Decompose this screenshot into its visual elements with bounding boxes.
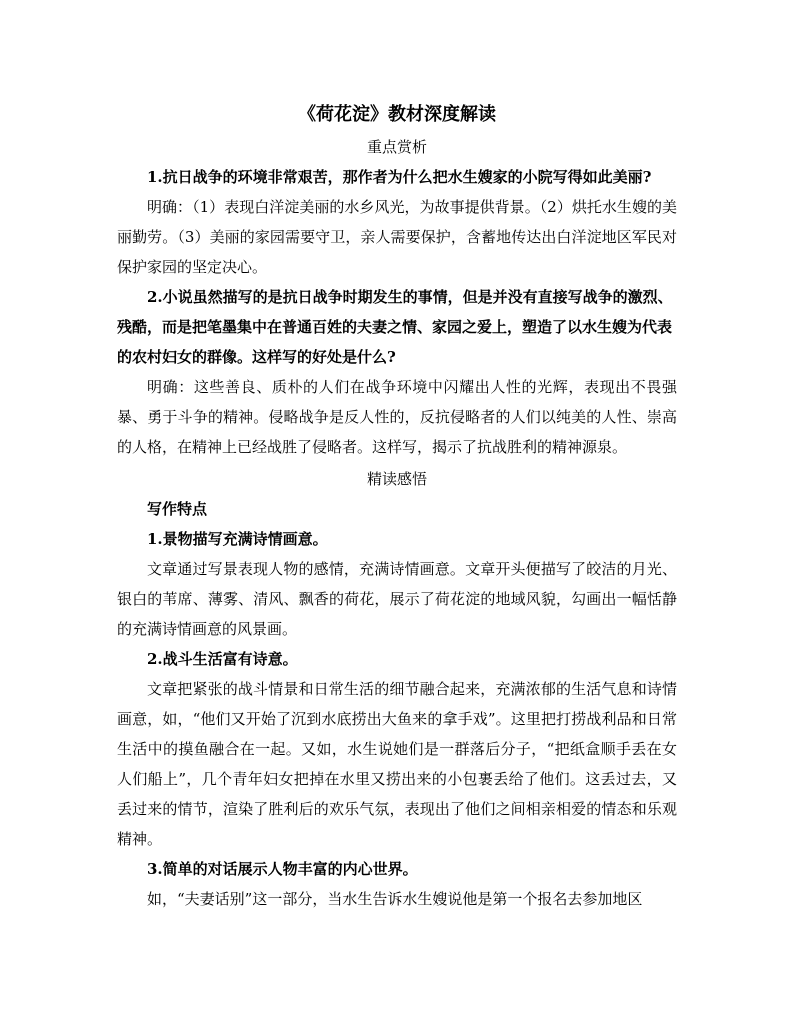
question-2: 2.小说虽然描写的是抗日战争时期发生的事情，但是并没有直接写战争的激烈、残酷，而是把笔墨集中在普通百姓的夫妻之情、家园之爱上，塑造了以水生嫂为代表的农村妇女的群像。这样写的好处是什么? bbox=[117, 288, 673, 366]
feature-1-body: 文章通过写景表现人物的感情，充满诗情画意。文章开头便描写了皎洁的月光、银白的苇席、薄雾、清风、飘香的荷花，展示了荷花淀的地域风貌，勾画出一幅恬静的充满诗情画意的风景画。 bbox=[117, 560, 677, 638]
subheading-writing-features: 写作特点 bbox=[147, 500, 208, 518]
answer-2: 明确：这些善良、质朴的人们在战争环境中闪耀出人性的光辉，表现出不畏强暴、勇于斗争的精神。侵略战争是反人性的，反抗侵略者的人们以纯美的人性、崇高的人格，在精神上已经战胜了侵略者。这样写，揭示了抗战胜利的精神源泉。 bbox=[117, 378, 677, 456]
section-heading-key-analysis: 重点赏析 bbox=[366, 138, 427, 156]
feature-3-body: 如，“夫妻话别”这一部分，当水生告诉水生嫂说他是第一个报名去参加地区 bbox=[147, 890, 643, 908]
answer-1: 明确：（1）表现白洋淀美丽的水乡风光，为故事提供背景。（2）烘托水生嫂的美丽勤劳。（3）美丽的家园需要守卫，亲人需要保护，含蓄地传达出白洋淀地区军民对保护家园的坚定决心。 bbox=[117, 198, 677, 276]
feature-2-title: 2.战斗生活富有诗意。 bbox=[147, 650, 298, 668]
feature-3-title: 3.简单的对话展示人物丰富的内心世界。 bbox=[147, 860, 418, 878]
feature-2-body: 文章把紧张的战斗情景和日常生活的细节融合起来，充满浓郁的生活气息和诗情画意，如，“他们又开始了沉到水底捞出大鱼来的拿手戏”。这里把打捞战利品和日常生活中的摸鱼融合在一起。又如，水生说她们是一群落后分子，“把纸盒顺手丢在女人们船上”，几个青年妇女把掉在水里又捞出来的小包裹丢给了他们。这丢过去，又丢过来的情节，渲染了胜利后的欢乐气氛，表现出了他们之间相亲相爱的情态和乐观精神。 bbox=[117, 680, 677, 848]
document-title: 《荷花淀》教材深度解读 bbox=[298, 104, 496, 125]
document-page bbox=[117, 100, 677, 914]
section-heading-close-reading: 精读感悟 bbox=[366, 470, 427, 488]
question-1: 1.抗日战争的环境非常艰苦，那作者为什么把水生嫂家的小院写得如此美丽? bbox=[147, 168, 652, 186]
feature-1-title: 1.景物描写充满诗情画意。 bbox=[147, 530, 328, 548]
